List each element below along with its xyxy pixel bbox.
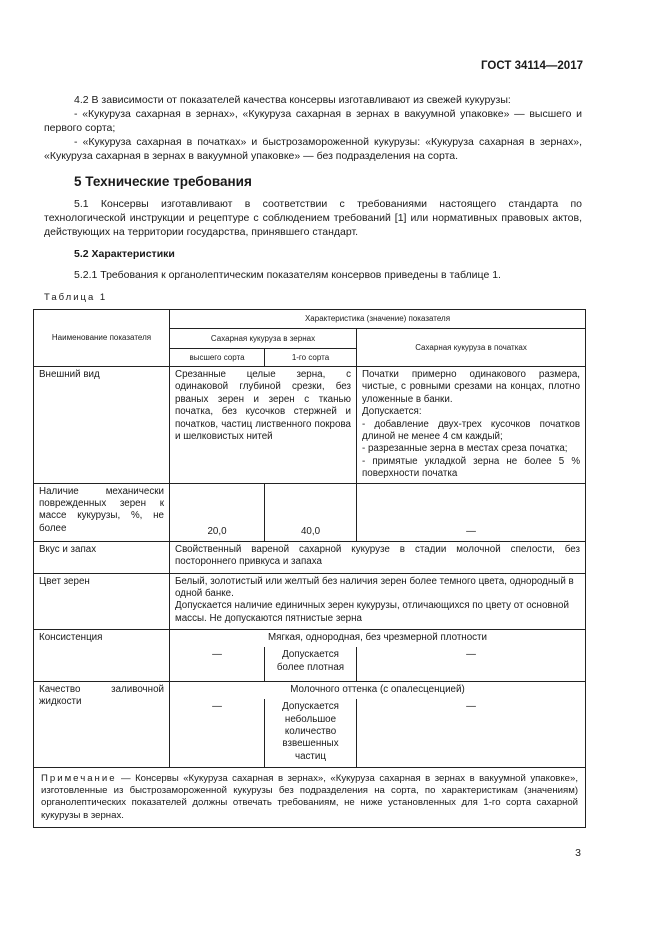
page-number: 3 bbox=[575, 847, 581, 859]
standard-number: ГОСТ 34114—2017 bbox=[481, 60, 583, 72]
cob-allowed-label: Допускается: bbox=[362, 406, 422, 418]
row-liquid-cob: — bbox=[357, 699, 586, 767]
table-header-row bbox=[34, 310, 586, 329]
row-damaged-first: 40,0 bbox=[265, 483, 357, 541]
table-row bbox=[34, 629, 586, 647]
paragraph-4-2: 4.2 В зависимости от показателей качества консервы изготавливают из свежей кукурузы: bbox=[74, 94, 511, 106]
header-top-grade: высшего сорта bbox=[170, 349, 265, 367]
table-row bbox=[34, 541, 586, 573]
cob-text: Початки примерно одинакового размера, чистые, с ровными срезами на концах, плотно уложенные в банки. bbox=[362, 369, 581, 405]
paragraph-4-2-b: - «Кукуруза сахарная в початках» и быстрозамороженной кукурузы: «Кукуруза сахарная в зернах», «Кукуруза сахарная в зернах в вакуумной упаковке» — без подразделения на сорта. bbox=[44, 136, 582, 163]
table-note bbox=[34, 767, 586, 828]
header-grain: Сахарная кукуруза в зернах bbox=[170, 329, 357, 349]
subsection-5-2-title: 5.2 Характеристики bbox=[74, 248, 175, 260]
table-note-row bbox=[34, 767, 586, 828]
paragraph-5-1: 5.1 Консервы изготавливают в соответствии с требованиями настоящего стандарта по технологической инструкции и рецептуре с соблюдением требований [1] или нормативных правовых актов, действующих на территории государства, принявшего стандарт. bbox=[44, 198, 582, 239]
row-color-value bbox=[170, 573, 586, 629]
note-text: — Консервы «Кукуруза сахарная в зернах», «Кукуруза сахарная в зернах в вакуумной упаковке», изготовленные из быстрозамороженной кукурузы без подразделения на сорта, по характеристикам (значениям) органолептических показателей должны отвечать требованиям, не ниже установленных для 1-го сорта сахарной кукурузы в зернах. bbox=[41, 772, 579, 821]
paragraph-5-2-1: 5.2.1 Требования к органолептическим показателям консервов приведены в таблице 1. bbox=[74, 269, 501, 281]
row-consistency-name: Консистенция bbox=[34, 629, 170, 681]
row-liquid-first: Допускается небольшое количество взвешенных частиц bbox=[265, 699, 357, 767]
cob-allowed-item: - добавление двух-трех кусочков початков длиной не менее 4 см каждый; bbox=[362, 418, 581, 443]
row-appearance-cob bbox=[357, 367, 586, 484]
color-text: Белый, золотистый или желтый без наличия зерен более темного цвета, однородный в одной банке. bbox=[175, 575, 574, 600]
row-damaged-cob: — bbox=[357, 483, 586, 541]
row-consistency-first: Допускается более плотная bbox=[265, 647, 357, 681]
row-damaged-name: Наличие механически поврежденных зерен к массе кукурузы, %, не более bbox=[34, 483, 170, 541]
section-5-title: 5 Технические требования bbox=[74, 174, 252, 189]
cob-allowed-item: - разрезанные зерна в местах среза початка; bbox=[362, 443, 568, 455]
row-taste-value: Свойственный вареной сахарной кукурузе в стадии молочной спелости, без постороннего привкуса и запаха bbox=[170, 541, 586, 573]
row-consistency-value: Мягкая, однородная, без чрезмерной плотности bbox=[170, 629, 586, 647]
header-cob: Сахарная кукуруза в початках bbox=[357, 329, 586, 367]
table-row bbox=[34, 573, 586, 629]
row-color-name: Цвет зерен bbox=[34, 573, 170, 629]
row-appearance-name: Внешний вид bbox=[34, 367, 170, 484]
header-indicator-name: Наименование показателя bbox=[34, 310, 170, 367]
cob-allowed-item: - примятые укладкой зерна не более 5 % поверхности початка bbox=[362, 455, 581, 480]
row-taste-name: Вкус и запах bbox=[34, 541, 170, 573]
paragraph-4-2-a: - «Кукуруза сахарная в зернах», «Кукуруза сахарная в зернах в вакуумной упаковке» — высшего и первого сорта; bbox=[44, 108, 582, 135]
header-characteristic: Характеристика (значение) показателя bbox=[170, 310, 586, 329]
table-row bbox=[34, 483, 586, 541]
row-consistency-cob: — bbox=[357, 647, 586, 681]
row-liquid-value: Молочного оттенка (с опалесценцией) bbox=[170, 681, 586, 699]
organoleptic-table bbox=[33, 309, 586, 828]
row-appearance-grain: Срезанные целые зерна, с одинаковой глубиной срезки, без рваных зерен и зерен с тканью початка, без кусочков стержней и початков, частиц лиственного покрова и шелковистых нитей bbox=[170, 367, 357, 484]
row-liquid-name: Качество заливочной жидкости bbox=[34, 681, 170, 767]
header-first-grade: 1-го сорта bbox=[265, 349, 357, 367]
row-consistency-top: — bbox=[170, 647, 265, 681]
table-caption: Таблица 1 bbox=[44, 292, 108, 303]
note-label: Примечание bbox=[41, 772, 117, 784]
table-row bbox=[34, 681, 586, 699]
color-text-allowed: Допускается наличие единичных зерен кукурузы, отличающихся по цвету от основной массы. Не допускаются пятнистые зерна bbox=[175, 600, 569, 624]
table-row bbox=[34, 367, 586, 484]
row-liquid-top: — bbox=[170, 699, 265, 767]
row-damaged-top: 20,0 bbox=[170, 483, 265, 541]
